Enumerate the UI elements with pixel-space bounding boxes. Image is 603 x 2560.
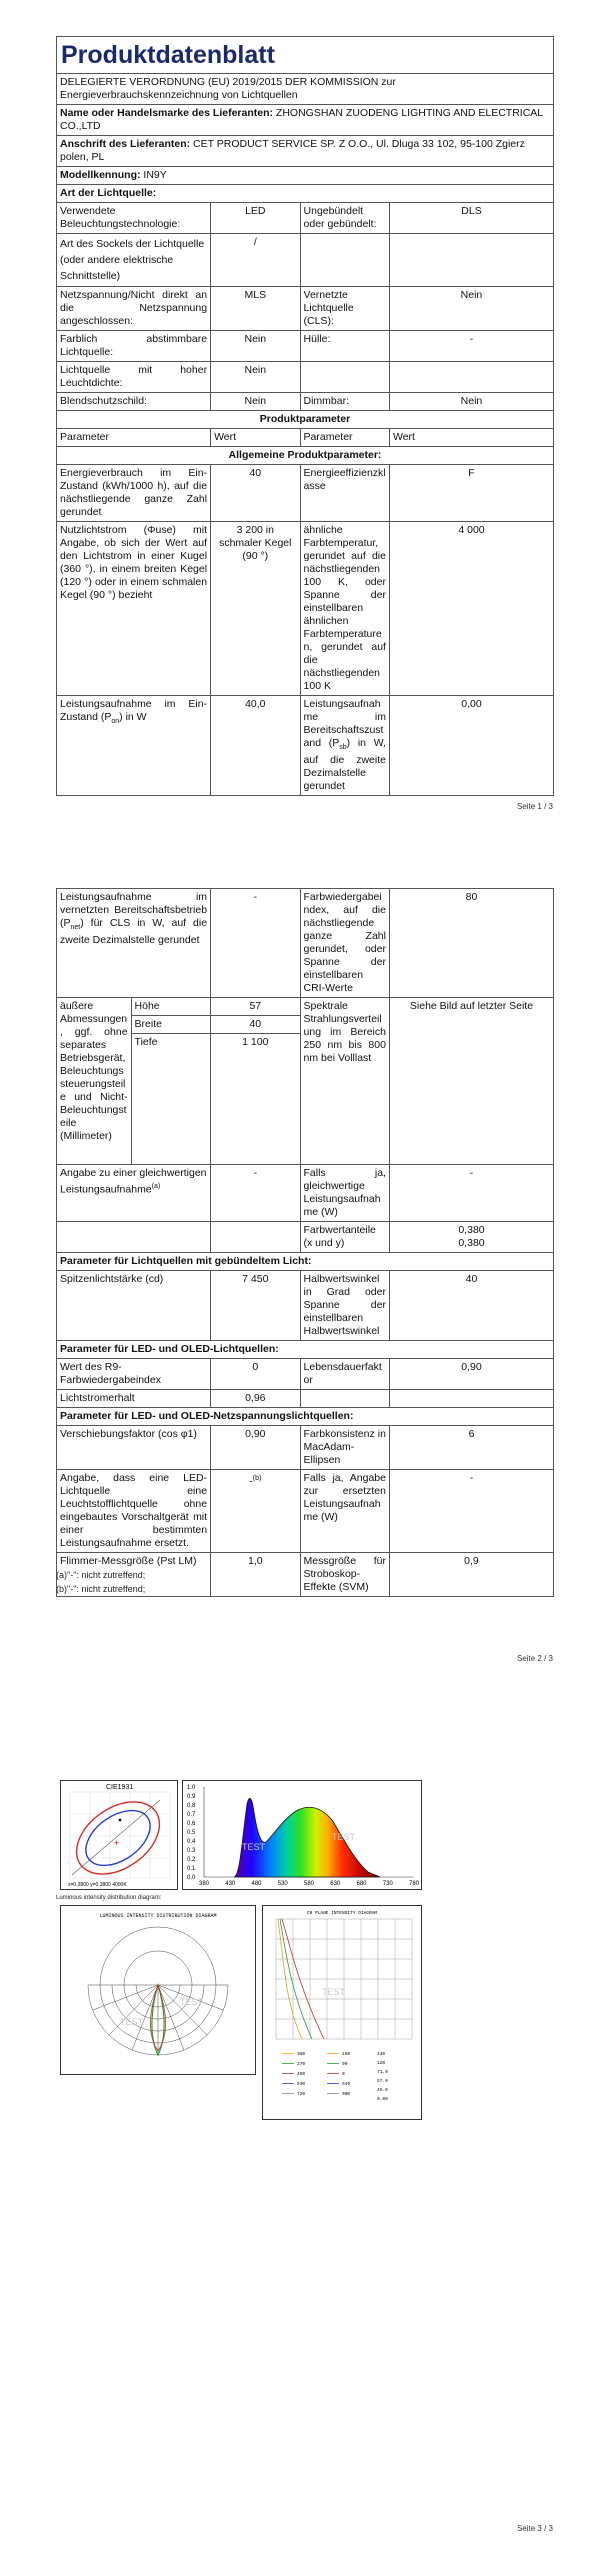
legend-value-2: 45.0	[377, 2088, 388, 2093]
spectrum-chart	[182, 1780, 422, 1890]
spectrum-y-tick: 0.6	[187, 1821, 196, 1827]
standby-value: 0,00	[389, 696, 553, 796]
spectrum-y-tick: 0.9	[187, 1794, 196, 1800]
maintenance-value: 0,96	[211, 1390, 300, 1408]
watermark-2: TEST	[332, 1832, 356, 1842]
spectrum-y-tick: 0.4	[187, 1839, 196, 1845]
legend-value-2: 71.0	[377, 2070, 388, 2075]
spectrum-x-tick: 380	[198, 1881, 210, 1887]
spectrum-y-tick: 0.1	[187, 1866, 196, 1872]
page-number-2: Seite 2 / 3	[516, 1654, 553, 1663]
measured-point-icon: +	[114, 1838, 120, 1848]
power-on-label-b: ) in W	[119, 711, 147, 723]
col-value-2: Wert	[389, 429, 553, 447]
socket-value: /	[211, 234, 300, 287]
flux-label: Nutzlichtstrom (Φuse) mit Angabe, ob sich der Wert auf den Lichtstrom in einer Kugel (360 °), in einem breiten Kegel (120 °) oder in einem schmalen Kegel (90 °) bezieht	[57, 522, 211, 696]
flux-value: 3 200 in schmaler Kegel (90 °)	[211, 522, 300, 696]
height-value: 57	[211, 998, 300, 1016]
dimmable-value: Nein	[389, 393, 553, 411]
beam-label: Halbwertswinkel in Grad oder Spanne der einstellbaren Halbwertswinkel	[300, 1271, 389, 1341]
net-standby-label	[57, 889, 211, 998]
address-row	[57, 136, 554, 167]
spectrum-x-tick: 680	[356, 1881, 367, 1887]
envelope-label: Hülle:	[300, 331, 389, 362]
spectrum-x-tick: 580	[303, 1881, 315, 1887]
standby-label-sub: sb	[339, 744, 347, 752]
svm-label: Messgröße für Stroboskop-Effekte (SVM)	[300, 1553, 389, 1597]
spectrum-x-tick: 730	[382, 1881, 393, 1887]
legend-value: 630	[297, 2082, 306, 2087]
replace-value-text: -	[249, 1475, 253, 1488]
spectrum-x-tick: 630	[330, 1881, 341, 1887]
legend-value: 720	[297, 2092, 306, 2097]
glare-value: Nein	[211, 393, 300, 411]
product-params-header: Produktparameter	[57, 411, 554, 429]
replace-label: Angabe, dass eine LED-Lichtquelle eine Leuchtstofflichtquelle ohne eingebautes Vorschaltgerät mit einer bestimmten Leistungsaufnahme ersetzt.	[57, 1470, 211, 1553]
spectrum-x-tick: 480	[251, 1881, 262, 1887]
flicker-label: Flimmer-Messgröße (Pst LM)	[57, 1553, 211, 1597]
cartesian-title: C0 PLANE INTENSITY DIAGRAM	[306, 1911, 378, 1916]
footnote-a: (a)"-": nicht zutreffend;	[56, 1570, 146, 1580]
target-point	[119, 1819, 122, 1822]
model-value: IN9Y	[143, 169, 167, 181]
lid-caption: Luminous intensity distribution diagram:	[56, 1895, 162, 1901]
col-param-1: Parameter	[57, 429, 211, 447]
regulation-text: DELEGIERTE VERORDNUNG (EU) 2019/2015 DER KOMMISSION zur Energieverbrauchskennzeichnung von Lichtquellen	[57, 74, 554, 105]
legend-value: 450	[297, 2072, 306, 2077]
maintenance-label: Lichtstromerhalt	[57, 1390, 211, 1408]
cie-label: CIE1931	[106, 1784, 134, 1791]
cri-label: Farbwiedergabeindex, auf die nächstliegende ganze Zahl gerundet, oder Spanne der einstellbaren CRI-Werte	[300, 889, 389, 998]
spectrum-y-tick: 0.2	[187, 1857, 196, 1863]
legend-value-2: 120	[377, 2061, 386, 2066]
replace-power-value: -	[389, 1470, 553, 1553]
power-on-label-a: Leistungsaufnahme im Ein-Zustand (P	[60, 698, 208, 723]
directional-header: Parameter für Lichtquellen mit gebündeltem Licht:	[57, 1253, 554, 1271]
legend-value: 900	[342, 2092, 351, 2097]
power-on-label	[57, 696, 211, 796]
power-on-value: 40,0	[211, 696, 300, 796]
legend-value: 270	[297, 2062, 306, 2067]
socket-label: Art des Sockels der Lichtquelle (oder andere elektrische Schnittstelle)	[57, 234, 211, 287]
spectrum-y-tick: 0.3	[187, 1848, 196, 1854]
dimmable-label: Dimmbar:	[300, 393, 389, 411]
supplier-label: Name oder Handelsmarke des Lieferanten:	[60, 107, 273, 119]
chroma-values	[389, 1222, 553, 1253]
spectral-label: Spektrale Strahlungsverteilung im Bereich 250 nm bis 800 nm bei Volllast	[300, 998, 389, 1165]
watermark-4: TEST	[180, 1997, 204, 2007]
equiv-sup: (a)	[151, 1183, 161, 1190]
supplier-value: ZHONGSHAN ZUODENG LIGHTING AND ELECTRICAL CO.,LTD	[60, 107, 543, 132]
replace-sup: (b)	[252, 1475, 262, 1482]
tunable-label: Farblich abstimmbare Lichtquelle:	[57, 331, 211, 362]
cie-diagram	[60, 1780, 178, 1890]
equiv-label	[57, 1165, 211, 1222]
macadam-value: 6	[389, 1426, 553, 1470]
depth-value: 1 100	[211, 1034, 300, 1165]
watermark-3: TEST	[120, 2017, 144, 2027]
replace-power-label: Falls ja, Angabe zur ersetzten Leistungsaufnahme (W)	[300, 1470, 389, 1553]
legend-value: 540	[342, 2082, 351, 2087]
pf-label: Verschiebungsfaktor (cos φ1)	[57, 1426, 211, 1470]
cct-label: ähnliche Farbtemperatur, gerundet auf die nächstliegenden 100 K, oder Spanne der einstellbaren ähnlichen Farbtemperaturen, gerundet auf die nächstliegenden 100 K	[300, 522, 389, 696]
led-header: Parameter für LED- und OLED-Lichtquellen:	[57, 1341, 554, 1359]
model-row	[57, 167, 554, 185]
ee-class-label: Energieeffizienzklasse	[300, 465, 389, 522]
spectrum-y-tick: 0.8	[187, 1803, 196, 1809]
r9-label: Wert des R9-Farbwiedergabeindex	[57, 1359, 211, 1390]
chroma-x: 0,380	[458, 1224, 485, 1236]
height-label: Höhe	[131, 998, 211, 1016]
lifetime-value: 0,90	[389, 1359, 553, 1390]
col-value-1: Wert	[211, 429, 300, 447]
address-label: Anschrift des Lieferanten:	[60, 138, 191, 150]
cls-label: Vernetzte Lichtquelle (CLS):	[300, 287, 389, 331]
high-luminance-value: Nein	[211, 362, 300, 393]
mains-led-header: Parameter für LED- und OLED-Netzspannungslichtquellen:	[57, 1408, 554, 1426]
mains-label: Netzspannung/Nicht direkt an die Netzspannung angeschlossen:	[57, 287, 211, 331]
legend-value-2: 57.0	[377, 2079, 388, 2084]
legend-value-2: 0.00	[377, 2097, 388, 2102]
replace-value	[211, 1470, 300, 1553]
spectrum-y-tick: 0.5	[187, 1830, 196, 1836]
unbundled-value: DLS	[389, 203, 553, 234]
equiv-label-text: Angabe zu einer gleichwertigen Leistungsaufnahme	[60, 1167, 207, 1196]
envelope-value: -	[389, 331, 553, 362]
high-luminance-label: Lichtquelle mit hoher Leuchtdichte:	[57, 362, 211, 393]
model-label: Modellkennung:	[60, 169, 141, 181]
chroma-y: 0,380	[458, 1237, 485, 1249]
beam-value: 40	[389, 1271, 553, 1341]
lifetime-label: Lebensdauerfaktor	[300, 1359, 389, 1390]
legend-value: 180	[342, 2052, 351, 2057]
net-standby-value: -	[211, 889, 300, 998]
spectrum-x-tick: 530	[277, 1881, 288, 1887]
pf-value: 0,90	[211, 1426, 300, 1470]
datasheet-table-page2	[56, 888, 554, 1597]
spectrum-x-ticks	[199, 1881, 420, 1887]
cls-value: Nein	[389, 287, 553, 331]
general-params-header: Allgemeine Produktparameter:	[57, 447, 554, 465]
width-label: Breite	[131, 1016, 211, 1034]
spectrum-y-tick: 0.7	[187, 1812, 196, 1818]
energy-label: Energieverbrauch im Ein-Zustand (kWh/1000 h), auf die nächstliegende ganze Zahl gerundet	[57, 465, 211, 522]
dimensions-label: äußere Abmessungen, ggf. ohne separates Betriebsgerät, Beleuchtungssteuerungsteile und Nicht-Beleuchtungsteile (Millimeter)	[57, 998, 132, 1165]
datasheet-table-page1	[56, 36, 554, 796]
peak-value: 7 450	[211, 1271, 300, 1341]
page-title: Produktdatenblatt	[57, 37, 554, 74]
spectral-value: Siehe Bild auf letzter Seite	[389, 998, 553, 1165]
light-source-type-header: Art der Lichtquelle:	[57, 185, 554, 203]
cct-value: 4 000	[389, 522, 553, 696]
ee-class-value: F	[389, 465, 553, 522]
macadam-label: Farbkonsistenz in MacAdam-Ellipsen	[300, 1426, 389, 1470]
svm-value: 0,9	[389, 1553, 553, 1597]
unbundled-label: Ungebündelt oder gebündelt:	[300, 203, 389, 234]
net-label-a: Leistungsaufnahme im vernetzten Bereitschaftsbetrieb (P	[60, 891, 208, 929]
energy-value: 40	[211, 465, 300, 522]
supplier-row	[57, 105, 554, 136]
address-value: CET PRODUCT SERVICE SP. Z O.O., Ul. Dluga 33 102, 95-100 Zgierz polen, PL	[60, 138, 525, 163]
r9-value: 0	[211, 1359, 300, 1390]
polar-title: LUMINOUS INTENSITY DISTRIBUTION DIAGRAM	[99, 1913, 217, 1919]
mains-value: MLS	[211, 287, 300, 331]
net-label-b: ) für CLS in W, auf die zweite Dezimalstelle gerundet	[60, 917, 208, 947]
standby-label	[300, 696, 389, 796]
depth-label: Tiefe	[131, 1034, 211, 1165]
net-label-sub: net	[70, 924, 81, 932]
page-number-1: Seite 1 / 3	[516, 802, 553, 811]
page-number-3: Seite 3 / 3	[516, 2524, 553, 2533]
spectrum-x-tick: 430	[225, 1881, 236, 1887]
cri-value: 80	[389, 889, 553, 998]
legend-value: 90	[342, 2062, 348, 2067]
cie-coords: x=0.3800 y=0.3800 4000K	[68, 1882, 127, 1888]
legend-value: 0	[342, 2072, 345, 2077]
spectrum-y-ticks	[187, 1785, 196, 1881]
tech-label: Verwendete Beleuchtungstechnologie:	[57, 203, 211, 234]
legend-value: 360	[297, 2052, 306, 2057]
peak-label: Spitzenlichtstärke (cd)	[57, 1271, 211, 1341]
footnote-b: (b)"-": nicht zutreffend;	[56, 1584, 146, 1594]
legend-value-2: 140	[377, 2052, 386, 2057]
spectrum-y-tick: 0.0	[187, 1875, 196, 1881]
glare-label: Blendschutzschild:	[57, 393, 211, 411]
watermark-1: TEST	[242, 1842, 266, 1852]
equiv-value: -	[211, 1165, 300, 1222]
tunable-value: Nein	[211, 331, 300, 362]
flicker-value: 1,0	[211, 1553, 300, 1597]
chroma-label: Farbwertanteile (x und y)	[300, 1222, 389, 1253]
equiv-power-value: -	[389, 1165, 553, 1222]
polar-intensity-diagram	[60, 1905, 256, 2075]
watermark-5: TEST	[322, 1987, 346, 1997]
power-on-label-sub: on	[111, 718, 120, 726]
tech-value: LED	[211, 203, 300, 234]
spectrum-x-tick: 780	[408, 1881, 420, 1887]
equiv-power-label: Falls ja, gleichwertige Leistungsaufnahme (W)	[300, 1165, 389, 1222]
width-value: 40	[211, 1016, 300, 1034]
col-param-2: Parameter	[300, 429, 389, 447]
cartesian-frame	[263, 1906, 422, 2120]
standby-label-a: Leistungsaufnahme im Bereitschaftszustand (P	[303, 698, 386, 749]
spectrum-y-tick: 1.0	[187, 1785, 196, 1791]
cartesian-intensity-diagram	[262, 1905, 422, 2120]
standby-label-b: ) in W, auf die zweite Dezimalstelle gerundet	[303, 737, 386, 793]
